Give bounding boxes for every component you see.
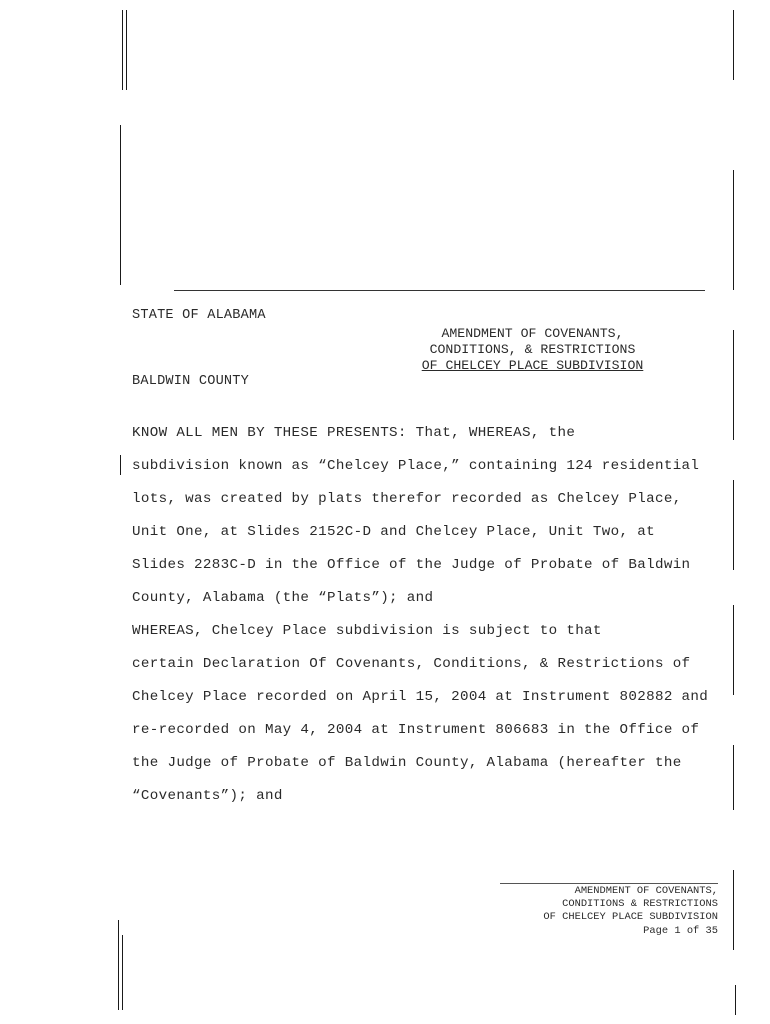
title-line-3: OF CHELCEY PLACE SUBDIVISION bbox=[421, 358, 644, 373]
footer-line-3: OF CHELCEY PLACE SUBDIVISION bbox=[543, 911, 718, 924]
body-line: certain Declaration Of Covenants, Conditions, & Restrictions of bbox=[132, 656, 691, 672]
right-margin-line bbox=[733, 870, 734, 950]
body-line: Slides 2283C-D in the Office of the Judge of Probate of Baldwin bbox=[132, 557, 691, 573]
county-label: BALDWIN COUNTY bbox=[132, 374, 250, 389]
left-margin-line bbox=[126, 10, 127, 90]
right-margin-line bbox=[733, 10, 734, 80]
footer-line-1: AMENDMENT OF COVENANTS, bbox=[574, 885, 718, 897]
left-margin-line bbox=[120, 125, 121, 285]
left-margin-line bbox=[120, 455, 121, 475]
body-line: the Judge of Probate of Baldwin County, Alabama (hereafter the bbox=[132, 755, 682, 771]
page-number: Page 1 of 35 bbox=[643, 924, 718, 937]
footer-rule bbox=[500, 883, 718, 884]
left-margin-line bbox=[118, 920, 119, 1010]
body-line: lots, was created by plats therefor recorded as Chelcey Place, bbox=[132, 491, 682, 507]
left-margin-line bbox=[122, 10, 123, 90]
body-line: Chelcey Place recorded on April 15, 2004 at Instrument 802882 and bbox=[132, 689, 709, 705]
state-label: STATE OF ALABAMA bbox=[132, 308, 266, 323]
page-footer bbox=[458, 885, 718, 938]
right-margin-line bbox=[733, 605, 734, 695]
body-line: subdivision known as “Chelcey Place,” containing 124 residential bbox=[132, 458, 700, 474]
body-line: County, Alabama (the “Plats”); and bbox=[132, 590, 434, 606]
right-margin-line bbox=[733, 745, 734, 810]
body-line: “Covenants”); and bbox=[132, 788, 283, 804]
body-line: KNOW ALL MEN BY THESE PRESENTS: That, WHEREAS, the bbox=[132, 425, 576, 441]
right-margin-line bbox=[733, 480, 734, 570]
left-margin-line bbox=[122, 935, 123, 1010]
body-line: WHEREAS, Chelcey Place subdivision is subject to that bbox=[132, 623, 602, 639]
title-line-2: CONDITIONS, & RESTRICTIONS bbox=[429, 342, 636, 357]
body-line: re-recorded on May 4, 2004 at Instrument 806683 in the Office of bbox=[132, 722, 700, 738]
top-rule bbox=[174, 290, 705, 291]
title-line-1: AMENDMENT OF COVENANTS, bbox=[441, 326, 624, 341]
body-line: Unit One, at Slides 2152C-D and Chelcey Place, Unit Two, at bbox=[132, 524, 655, 540]
right-margin-line bbox=[733, 330, 734, 440]
footer-line-2: CONDITIONS & RESTRICTIONS bbox=[562, 898, 718, 911]
document-title bbox=[395, 326, 670, 374]
right-margin-line bbox=[735, 985, 736, 1015]
right-margin-line bbox=[733, 170, 734, 290]
